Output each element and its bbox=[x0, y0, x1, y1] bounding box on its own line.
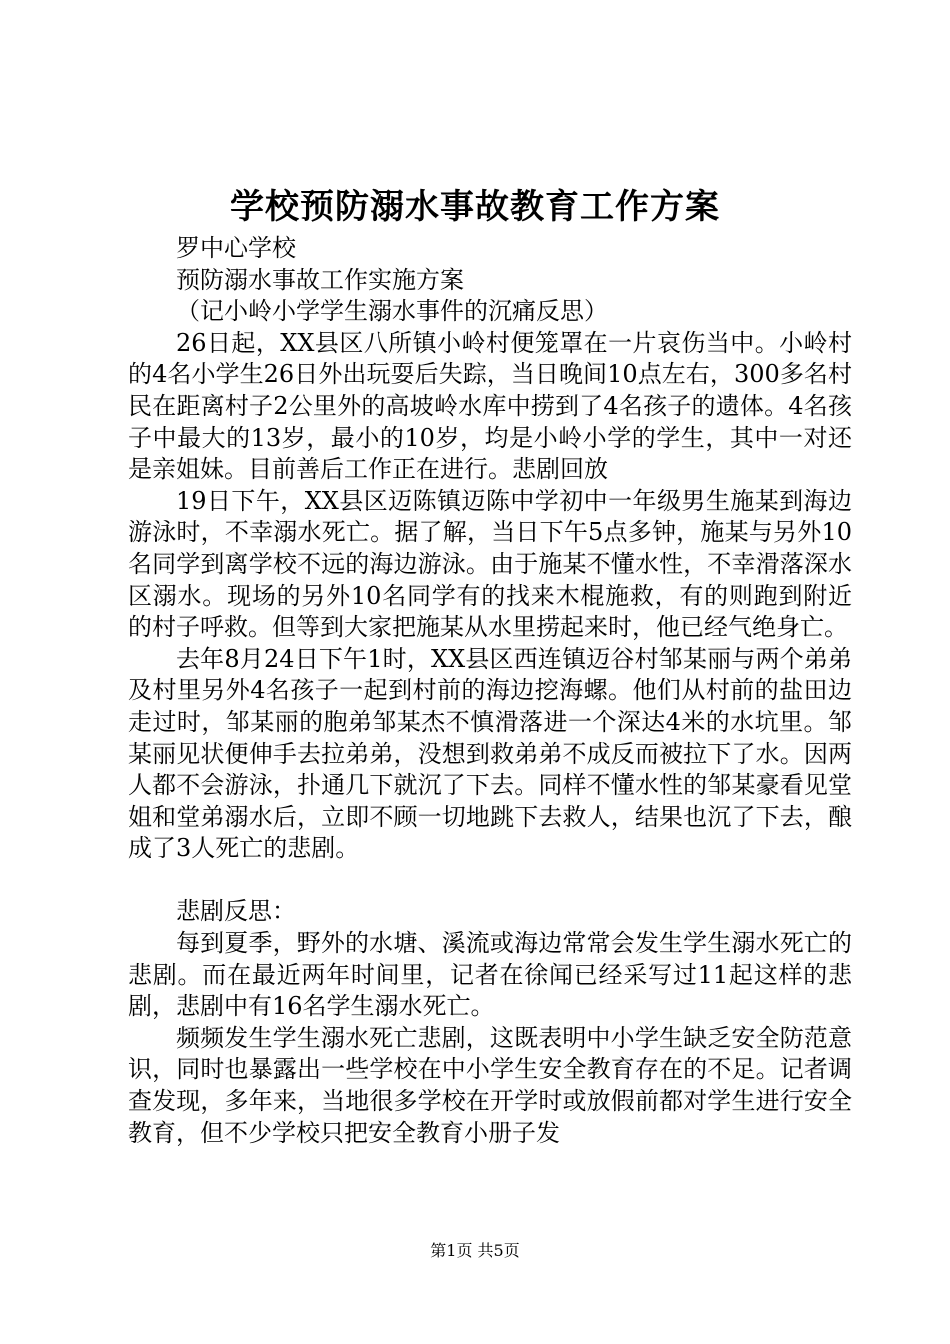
paragraph-incident-1: 26日起，XX县区八所镇小岭村便笼罩在一片哀伤当中。小岭村的4名小学生26日外出玩耍后失踪，当日晚间10点左右，300多名村民在距离村子2公里外的高坡岭水库中捞到了4名孩子的遗体。4名孩子中最大的13岁，最小的10岁，均是小岭小学的学生，其中一对还是亲姐妹。目前善后工作正在进行。悲剧回放 bbox=[128, 328, 852, 484]
reflection-heading: 悲剧反思： bbox=[176, 897, 296, 926]
subtitle-note: （记小岭小学学生溺水事件的沉痛反思） bbox=[176, 297, 608, 326]
paragraph-incident-2: 19日下午，XX县区迈陈镇迈陈中学初中一年级男生施某到海边游泳时，不幸溺水死亡。据了解，当日下午5点多钟，施某与另外10名同学到离学校不远的海边游泳。由于施某不懂水性，不幸滑落深水区溺水。现场的另外10名同学有的找来木棍施救，有的则跑到附近的村子呼救。但等到大家把施某从水里捞起来时，他已经气绝身亡。 bbox=[128, 486, 852, 642]
paragraph-reflection-1: 每到夏季，野外的水塘、溪流或海边常常会发生学生溺水死亡的悲剧。而在最近两年时间里，记者在徐闻已经采写过11起这样的悲剧，悲剧中有16名学生溺水死亡。 bbox=[128, 929, 852, 1021]
page-footer: 第1页 共5页 bbox=[430, 1241, 520, 1260]
document-title: 学校预防溺水事故教育工作方案 bbox=[230, 187, 720, 227]
plan-name: 预防溺水事故工作实施方案 bbox=[176, 265, 464, 294]
school-name: 罗中心学校 bbox=[176, 234, 296, 262]
document-body bbox=[128, 233, 852, 1149]
blank-line bbox=[128, 865, 852, 897]
paragraph-reflection-2: 频频发生学生溺水死亡悲剧，这既表明中小学生缺乏安全防范意识，同时也暴露出一些学校在中小学生安全教育存在的不足。记者调查发现，多年来，当地很多学校在开学时或放假前都对学生进行安全教育，但不少学校只把安全教育小册子发 bbox=[128, 1023, 852, 1147]
paragraph-incident-3: 去年8月24日下午1时，XX县区西连镇迈谷村邹某丽与两个弟弟及村里另外4名孩子一起到村前的海边挖海螺。他们从村前的盐田边走过时，邹某丽的胞弟邹某杰不慎滑落进一个深达4米的水坑里。邹某丽见状便伸手去拉弟弟，没想到救弟弟不成反而被拉下了水。因两人都不会游泳，扑通几下就沉了下去。同样不懂水性的邹某豪看见堂姐和堂弟溺水后，立即不顾一切地跳下去救人，结果也沉了下去，酿成了3人死亡的悲剧。 bbox=[128, 644, 852, 863]
